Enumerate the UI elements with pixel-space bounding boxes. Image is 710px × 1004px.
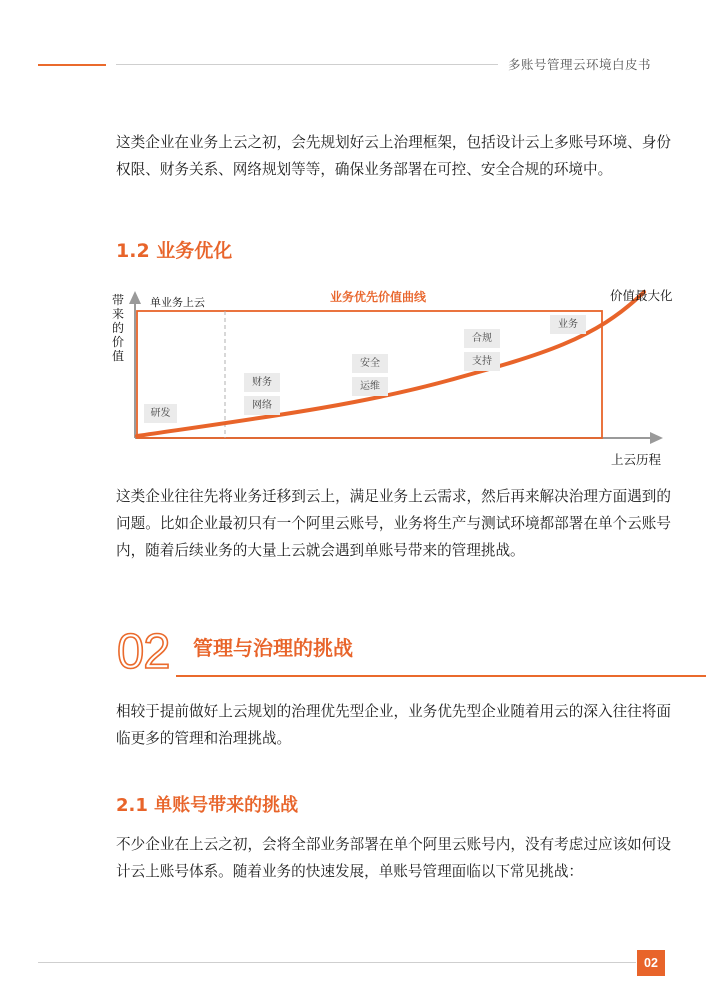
paragraph-governance-first: 这类企业在业务上云之初，会先规划好云上治理框架，包括设计云上多账号环境、身份权限、财务关系、网络规划等等，确保业务部署在可控、安全合规的环境中。 [116,134,671,178]
heading-1-2: 1.2 业务优化 [116,240,233,262]
paragraph-single-account: 不少企业在上云之初，会将全部业务部署在单个阿里云账号内，没有考虑过应该如何设计云上账号体系。随着业务的快速发展，单账号管理面临以下常见挑战： [116,836,671,880]
section-title: 管理与治理的挑战 [193,636,353,660]
heading-2-1: 2.1 单账号带来的挑战 [116,795,299,816]
end-label: 价值最大化 [610,288,673,303]
x-axis-label: 上云历程 [611,452,662,467]
value-curve-frame [137,311,602,438]
curve-title: 业务优先价值曲线 [330,290,427,304]
paragraph-section-intro: 相较于提前做好上云规划的治理优先型企业，业务优先型企业随着用云的深入往往将面临更多的管理和治理挑战。 [116,703,671,747]
start-label: 单业务上云 [150,296,205,309]
badge-support: 支持 [464,352,500,371]
badge-rd: 研发 [144,404,177,423]
chart-graphics [0,0,710,480]
badge-security: 安全 [352,354,388,373]
footer-divider [38,962,636,963]
badge-compliance: 合规 [464,329,500,348]
paragraph-business-first: 这类企业往往先将业务迁移到云上，满足业务上云需求，然后再来解决治理方面遇到的问题。比如企业最初只有一个阿里云账号，业务将生产与测试环境都部署在单个云账号内，随着后续业务的大量上云就会遇到单账号带来的管理挑战。 [116,488,671,559]
y-axis-arrow-icon [129,291,141,304]
badge-network: 网络 [244,396,280,415]
section-number: 02 [117,625,170,679]
y-axis-label: 带来的价值 [112,293,125,363]
section-underline [176,675,706,677]
x-axis-arrow-icon [650,432,663,444]
badge-business: 业务 [550,315,586,334]
badge-ops: 运维 [352,377,388,396]
value-curve [137,292,644,436]
page-number: 02 [637,950,665,976]
badge-finance: 财务 [244,373,280,392]
document-title: 多账号管理云环境白皮书 [508,57,652,72]
